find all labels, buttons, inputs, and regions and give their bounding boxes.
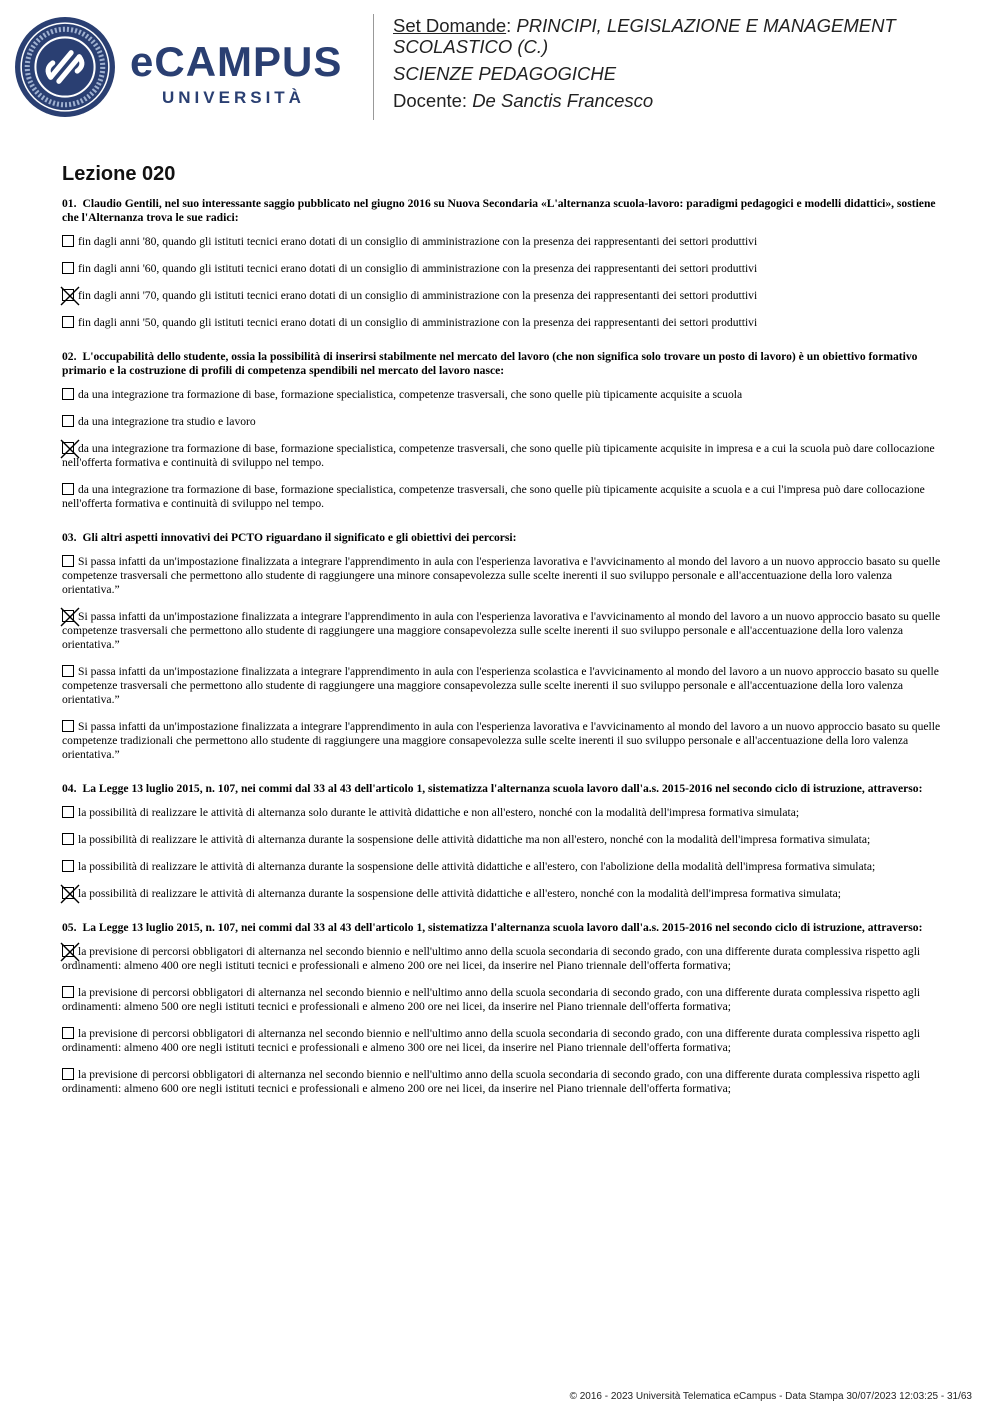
- checkbox-icon[interactable]: [62, 415, 74, 427]
- course-row: Set Domande: PRINCIPI, LEGISLAZIONE E MANAGEMENT SCOLASTICO (C.): [393, 15, 896, 57]
- answer-text: fin dagli anni '80, quando gli istituti tecnici erano dotati di un consiglio di amministrazione con la presenza dei rappresentanti dei settori produttivi: [78, 235, 758, 248]
- checkbox-icon[interactable]: [62, 1068, 74, 1080]
- checked-checkbox-icon[interactable]: [62, 610, 74, 622]
- question-number: 04.: [62, 782, 77, 795]
- checkbox-icon[interactable]: [62, 833, 74, 845]
- checked-checkbox-icon[interactable]: [62, 289, 74, 301]
- answer-text: da una integrazione tra formazione di base, formazione specialistica, competenze trasversali, che sono quelle più tipicamente acquisite a scuola: [78, 388, 743, 401]
- question-text: [62, 782, 942, 796]
- university-seal-icon: [14, 16, 116, 118]
- answer-text: la previsione di percorsi obbligatori di alternanza nel secondo biennio e nell'ultimo anno della scuola secondaria di secondo grado, con una differente durata complessiva rispetto agli ordinamenti: almeno 500 ore negli istituti tecnici e professionali e almeno 200 ore nei licei, da inserire nel Piano triennale dell'offerta formativa;: [62, 986, 921, 1013]
- question-body: Claudio Gentili, nel suo interessante saggio pubblicato nel giugno 2016 su Nuova Secondaria «L'alternanza scuola-lavoro: paradigmi pedagogici e modelli didattici», sostiene che l'Alternanza trova le sue radici:: [62, 197, 936, 224]
- question-3: [62, 531, 942, 762]
- answer-text: Si passa infatti da un'impostazione finalizzata a integrare l'apprendimento in aula con l'esperienza lavorativa e l'avvicinamento al mondo del lavoro a un nuovo approccio basato su quelle competenze trasversali che permettono allo studente di raggiungere una maggiore consapevolezza sulle scelte inerenti il suo sviluppo personale e all'accentuazione della loro valenza orientativa.”: [62, 610, 941, 651]
- cross-mark-icon: [59, 285, 81, 307]
- answer-option: [62, 388, 942, 402]
- lesson-title: Lezione 020: [62, 163, 176, 185]
- answer-option: [62, 1068, 942, 1096]
- answer-text: da una integrazione tra formazione di base, formazione specialistica, competenze trasversali, che sono quelle più tipicamente acquisite a scuola e a cui l'impresa può dare collocazione nell'offerta formativa e continuità di sviluppo nel tempo.: [62, 483, 925, 510]
- question-body: Gli altri aspetti innovativi dei PCTO riguardano il significato e gli obiettivi dei percorsi:: [82, 531, 517, 544]
- question-body: La Legge 13 luglio 2015, n. 107, nei commi dal 33 al 43 dell'articolo 1, sistematizza l'alternanza scuola lavoro dall'a.s. 2015-2016 nel secondo ciclo di istruzione, attraverso:: [82, 782, 923, 795]
- answer-option: [62, 887, 942, 901]
- page-footer: © 2016 - 2023 Università Telematica eCampus - Data Stampa 30/07/2023 12:03:25 - 31/63: [569, 1391, 972, 1402]
- answer-option: [62, 986, 942, 1014]
- question-text: [62, 921, 942, 935]
- question-5: [62, 921, 942, 1096]
- question-text: [62, 350, 942, 378]
- checked-checkbox-icon[interactable]: [62, 945, 74, 957]
- answer-text: Si passa infatti da un'impostazione finalizzata a integrare l'apprendimento in aula con l'esperienza lavorativa e l'avvicinamento al mondo del lavoro a un nuovo approccio basato su quelle competenze tradizionali che permettono allo studente di raggiungere una maggiore consapevolezza sulle scelte inerenti il suo sviluppo personale e all'accentuazione della loro valenza orientativa.”: [62, 720, 941, 761]
- question-number: 01.: [62, 197, 77, 210]
- answer-option: [62, 483, 942, 511]
- question-number: 02.: [62, 350, 77, 363]
- answer-text: fin dagli anni '60, quando gli istituti tecnici erano dotati di un consiglio di amministrazione con la presenza dei rappresentanti dei settori produttivi: [78, 262, 758, 275]
- answer-text: la previsione di percorsi obbligatori di alternanza nel secondo biennio e nell'ultimo anno della scuola secondaria di secondo grado, con una differente durata complessiva rispetto agli ordinamenti: almeno 400 ore negli istituti tecnici e professionali e almeno 200 ore nei licei, da inserire nel Piano triennale dell'offerta formativa;: [62, 945, 921, 972]
- answer-text: la possibilità di realizzare le attività di alternanza durante la sospensione delle attività didattiche ma non all'estero, nonché con la modalità dell'impresa formativa simulata;: [78, 833, 871, 846]
- answer-option: [62, 665, 942, 707]
- course-info: [393, 15, 983, 111]
- checkbox-icon[interactable]: [62, 665, 74, 677]
- checkbox-icon[interactable]: [62, 316, 74, 328]
- faculty: SCIENZE PEDAGOGICHE: [393, 63, 617, 84]
- answer-option: [62, 1027, 942, 1055]
- answer-text: la possibilità di realizzare le attività di alternanza durante la sospensione delle attività didattiche e all'estero, nonché con la modalità dell'impresa formativa simulata;: [78, 887, 841, 900]
- answer-option: [62, 555, 942, 597]
- answer-option: [62, 262, 942, 276]
- answer-text: fin dagli anni '50, quando gli istituti tecnici erano dotati di un consiglio di amministrazione con la presenza dei rappresentanti dei settori produttivi: [78, 316, 758, 329]
- answer-text: Si passa infatti da un'impostazione finalizzata a integrare l'apprendimento in aula con l'esperienza scolastica e l'avvicinamento al mondo del lavoro a un nuovo approccio basato su quelle competenze trasversali che permettono allo studente di raggiungere una maggiore consapevolezza sulle scelte inerenti il suo sviluppo personale e all'accentuazione della loro valenza orientativa.”: [62, 665, 939, 706]
- answer-text: la previsione di percorsi obbligatori di alternanza nel secondo biennio e nell'ultimo anno della scuola secondaria di secondo grado, con una differente durata complessiva rispetto agli ordinamenti: almeno 400 ore negli istituti tecnici e professionali e almeno 300 ore nei licei, da inserire nel Piano triennale dell'offerta formativa;: [62, 1027, 921, 1054]
- answer-option: [62, 316, 942, 330]
- question-text: [62, 197, 942, 225]
- answer-option: [62, 720, 942, 762]
- checkbox-icon[interactable]: [62, 262, 74, 274]
- teacher-label: Docente:: [393, 90, 468, 111]
- checkbox-icon[interactable]: [62, 986, 74, 998]
- question-2: [62, 350, 942, 511]
- question-body: L'occupabilità dello studente, ossia la possibilità di inserirsi stabilmente nel mercato del lavoro (che non significa solo trovare un posto di lavoro) è un obiettivo formativo primario e la costruzione di profili di competenza spendibili nel mercato del lavoro nasce:: [62, 350, 918, 377]
- cross-mark-icon: [59, 883, 81, 905]
- faculty-row: [393, 63, 983, 84]
- logo-sub-text: UNIVERSITÀ: [162, 88, 305, 107]
- checkbox-icon[interactable]: [62, 388, 74, 400]
- page-header: [0, 0, 1000, 140]
- teacher-name: De Sanctis Francesco: [472, 90, 654, 111]
- university-logo: [130, 40, 355, 112]
- logo-main-text: eCAMPUS: [130, 38, 343, 85]
- checked-checkbox-icon[interactable]: [62, 887, 74, 899]
- answer-option: [62, 442, 942, 470]
- checked-checkbox-icon[interactable]: [62, 442, 74, 454]
- question-number: 03.: [62, 531, 77, 544]
- course-title: PRINCIPI, LEGISLAZIONE E MANAGEMENT SCOLASTICO (C.): [393, 15, 896, 57]
- answer-option: [62, 945, 942, 973]
- answer-option: [62, 806, 942, 820]
- answer-option: [62, 833, 942, 847]
- teacher-row: [393, 90, 983, 111]
- answer-option: [62, 860, 942, 874]
- cross-mark-icon: [59, 941, 81, 963]
- checkbox-icon[interactable]: [62, 235, 74, 247]
- answer-option: [62, 235, 942, 249]
- question-1: [62, 197, 942, 330]
- question-body: La Legge 13 luglio 2015, n. 107, nei commi dal 33 al 43 dell'articolo 1, sistematizza l'alternanza scuola lavoro dall'a.s. 2015-2016 nel secondo ciclo di istruzione, attraverso:: [82, 921, 923, 934]
- answer-text: Si passa infatti da un'impostazione finalizzata a integrare l'apprendimento in aula con l'esperienza lavorativa e l'avvicinamento al mondo del lavoro a un nuovo approccio basato su quelle competenze trasversali che permettono allo studente di raggiungere una minore consapevolezza sulle scelte inerenti il suo sviluppo personale e all'accentuazione della loro valenza orientativa.”: [62, 555, 941, 596]
- answer-text: la possibilità di realizzare le attività di alternanza solo durante le attività didattiche e non all'estero, nonché con la modalità dell'impresa formativa simulata;: [78, 806, 800, 819]
- cross-mark-icon: [59, 606, 81, 628]
- checkbox-icon[interactable]: [62, 860, 74, 872]
- answer-option: [62, 289, 942, 303]
- answer-text: da una integrazione tra formazione di base, formazione specialistica, competenze trasversali, che sono quelle più tipicamente acquisite in impresa e a cui la scuola può dare collocazione nell'offerta formativa e continuità di sviluppo nel tempo.: [62, 442, 935, 469]
- answer-text: la previsione di percorsi obbligatori di alternanza nel secondo biennio e nell'ultimo anno della scuola secondaria di secondo grado, con una differente durata complessiva rispetto agli ordinamenti: almeno 600 ore negli istituti tecnici e professionali e almeno 200 ore nei licei, da inserire nel Piano triennale dell'offerta formativa;: [62, 1068, 921, 1095]
- question-list: [62, 197, 942, 1116]
- checkbox-icon[interactable]: [62, 483, 74, 495]
- answer-text: da una integrazione tra studio e lavoro: [78, 415, 256, 428]
- checkbox-icon[interactable]: [62, 1027, 74, 1039]
- question-number: 05.: [62, 921, 77, 934]
- cross-mark-icon: [59, 438, 81, 460]
- answer-option: [62, 415, 942, 429]
- set-label: Set Domande: [393, 15, 507, 36]
- checkbox-icon[interactable]: [62, 806, 74, 818]
- header-divider: [373, 14, 374, 120]
- question-text: [62, 531, 942, 545]
- checkbox-icon[interactable]: [62, 720, 74, 732]
- checkbox-icon[interactable]: [62, 555, 74, 567]
- question-4: [62, 782, 942, 901]
- answer-option: [62, 610, 942, 652]
- answer-text: fin dagli anni '70, quando gli istituti tecnici erano dotati di un consiglio di amministrazione con la presenza dei rappresentanti dei settori produttivi: [78, 289, 758, 302]
- answer-text: la possibilità di realizzare le attività di alternanza durante la sospensione delle attività didattiche e all'estero, con l'abolizione della modalità dell'impresa formativa simulata;: [78, 860, 876, 873]
